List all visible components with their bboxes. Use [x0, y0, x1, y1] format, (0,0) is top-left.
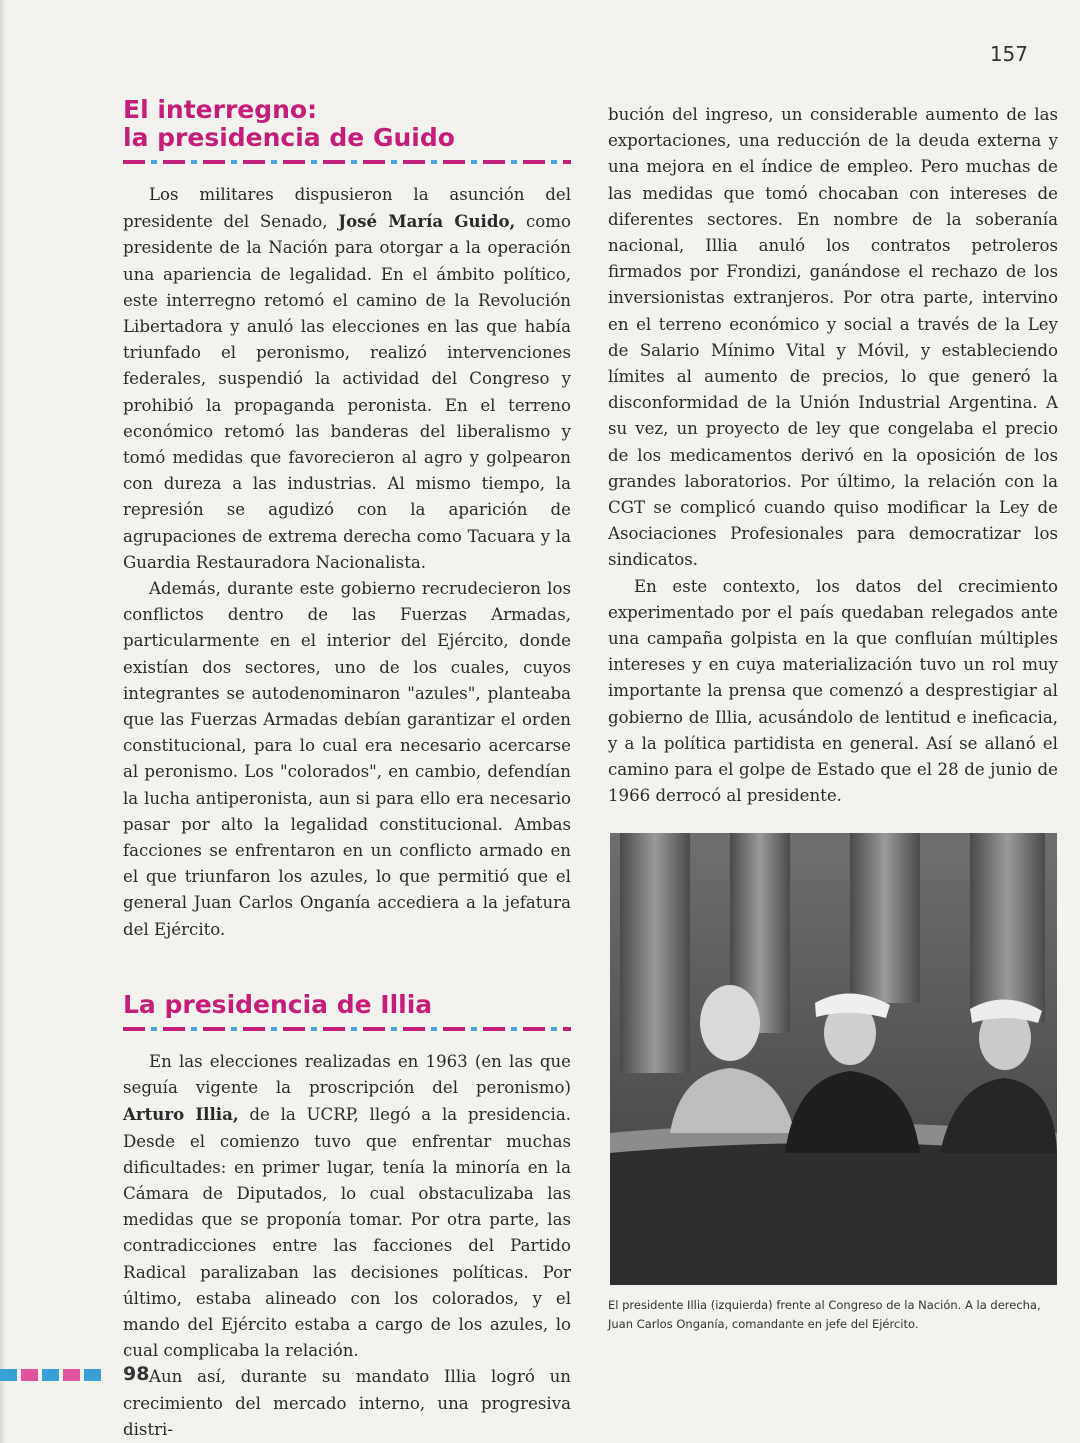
binding-edge [0, 0, 6, 1443]
text: de la UCRP, llegó a la presidencia. Desde el comienzo tuvo que enfrentar muchas dificultades: en primer lugar, tenía la minoría en la Cámara de Diputados, lo cual obstaculizaba las medidas que se proponía tomar. Por otra parte, las contradicciones entre las facciones del Partido Radical paralizaban las decisiones políticas. Por último, estaba alineado con los colorados, y el mando del Ejército estaba a cargo de los azules, lo cual complicaba la relación. [123, 1105, 571, 1361]
left-column [123, 96, 571, 1443]
photo-illustration [610, 833, 1057, 1285]
paragraph-illia-3: En este contexto, los datos del crecimiento experimentado por el país quedaban relegados ante una campaña golpista en la que confluían múltiples intereses y en cuya materialización tuvo un rol muy importante la prensa que comenzó a desprestigiar al gobierno de Illia, acusándolo de lentitud e ineficacia, y a la política partidista en general. Así se allanó el camino para el golpe de Estado que el 28 de junio de 1966 derrocó al presidente. [608, 576, 1058, 806]
paragraph-illia-2-start: Aun así, durante su mandato Illia logró un crecimiento del mercado interno, una progresiva distri- [123, 1367, 571, 1439]
paragraph-guido-2: Además, durante este gobierno recrudecieron los conflictos dentro de las Fuerzas Armadas, particularmente en el interior del Ejército, donde existían dos sectores, uno de los cuales, cuyos integrantes se autodenominaron "azules", planteaba que las Fuerzas Armadas debían garantizar el orden constitucional, para lo cual era necesario acercarse al peronismo. Los "colorados", en cambio, defendían la lucha antiperonista, aun si para ello era necesario pasar por alto la legalidad constitucional. Ambas facciones se enfrentaron en un conflicto armado en el que triunfaron los azules, lo que permitió que el general Juan Carlos Onganía accediera a la jefatura del Ejército. [123, 579, 571, 939]
historical-photo [610, 833, 1057, 1285]
paragraph-illia-1 [123, 1049, 571, 1364]
text: como presidente de la Nación para otorgar a la operación una apariencia de legalidad. En el ámbito político, este interregno retomó el camino de la Revolución Libertadora y anuló las elecciones en las que había triunfado el peronismo, realizó intervenciones federales, suspendió la actividad del Congreso y prohibió la propaganda peronista. En el terreno económico retomó las banderas del liberalismo y tomó medidas que favorecieron al agro y golpearon con dureza a las industrias. Al mismo tiempo, la represión se agudizó con la aparición de agrupaciones de extrema derecha como Tacuara y la Guardia Restauradora Nacionalista. [123, 212, 571, 572]
photo-caption: El presidente Illia (izquierda) frente al Congreso de la Nación. A la derecha, Juan Carlos Onganía, comandante en jefe del Ejército. [608, 1298, 1041, 1331]
text: Los militares dispusieron la asunción del presidente del Senado, [123, 185, 571, 232]
footer-block [21, 1369, 38, 1381]
column-shape [970, 833, 1045, 1023]
paragraph-guido-1 [123, 182, 571, 576]
section-illia [123, 991, 571, 1443]
section-title-illia: La presidencia de Illia [123, 989, 433, 1019]
footer-block [63, 1369, 80, 1381]
title-line-2: la presidencia de Guido [123, 123, 455, 152]
footer-block [0, 1369, 17, 1381]
bold-name: Arturo Illia, [123, 1104, 239, 1125]
title-divider [123, 1027, 571, 1031]
car-shape [610, 1133, 1057, 1285]
paragraph-illia-2-continued: bución del ingreso, un considerable aumento de las exportaciones, una reducción de la deuda externa y una mejora en el índice de empleo. Pero muchas de las medidas que tomó chocaban con intereses de diferentes sectores. En nombre de la soberanía nacional, Illia anuló los contratos petroleros firmados por Frondizi, ganándose el rechazo de los inversionistas extranjeros. Por otra parte, intervino en el terreno económico y social a través de la Ley de Salario Mínimo Vital y Móvil, y estableciendo límites al aumento de precios, lo que generó la disconformidad de la Unión Industrial Argentina. A su vez, un proyecto de ley que congelaba el precio de los medicamentos derivó en la oposición de los grandes laboratorios. Por último, la relación con la CGT se complicó cuando quiso modificar la Ley de Asociaciones Profesionales para democratizar los sindicatos. [608, 105, 1058, 570]
text: En las elecciones realizadas en 1963 (en las que seguía vigente la proscripción del peronismo) [123, 1051, 571, 1098]
footer-page-number: 98 [123, 1363, 150, 1385]
column-shape [850, 833, 920, 1003]
column-shape [620, 833, 690, 1073]
person-head [700, 985, 760, 1061]
section-title-guido [123, 96, 571, 152]
bold-name: José María Guido, [338, 211, 516, 232]
title-divider [123, 160, 571, 164]
footer-color-bar [0, 1369, 101, 1381]
right-column [608, 102, 1058, 809]
title-line-1: El interregno: [123, 95, 318, 124]
top-page-number: 157 [989, 42, 1028, 66]
footer-block [84, 1369, 101, 1381]
footer-block [42, 1369, 59, 1381]
